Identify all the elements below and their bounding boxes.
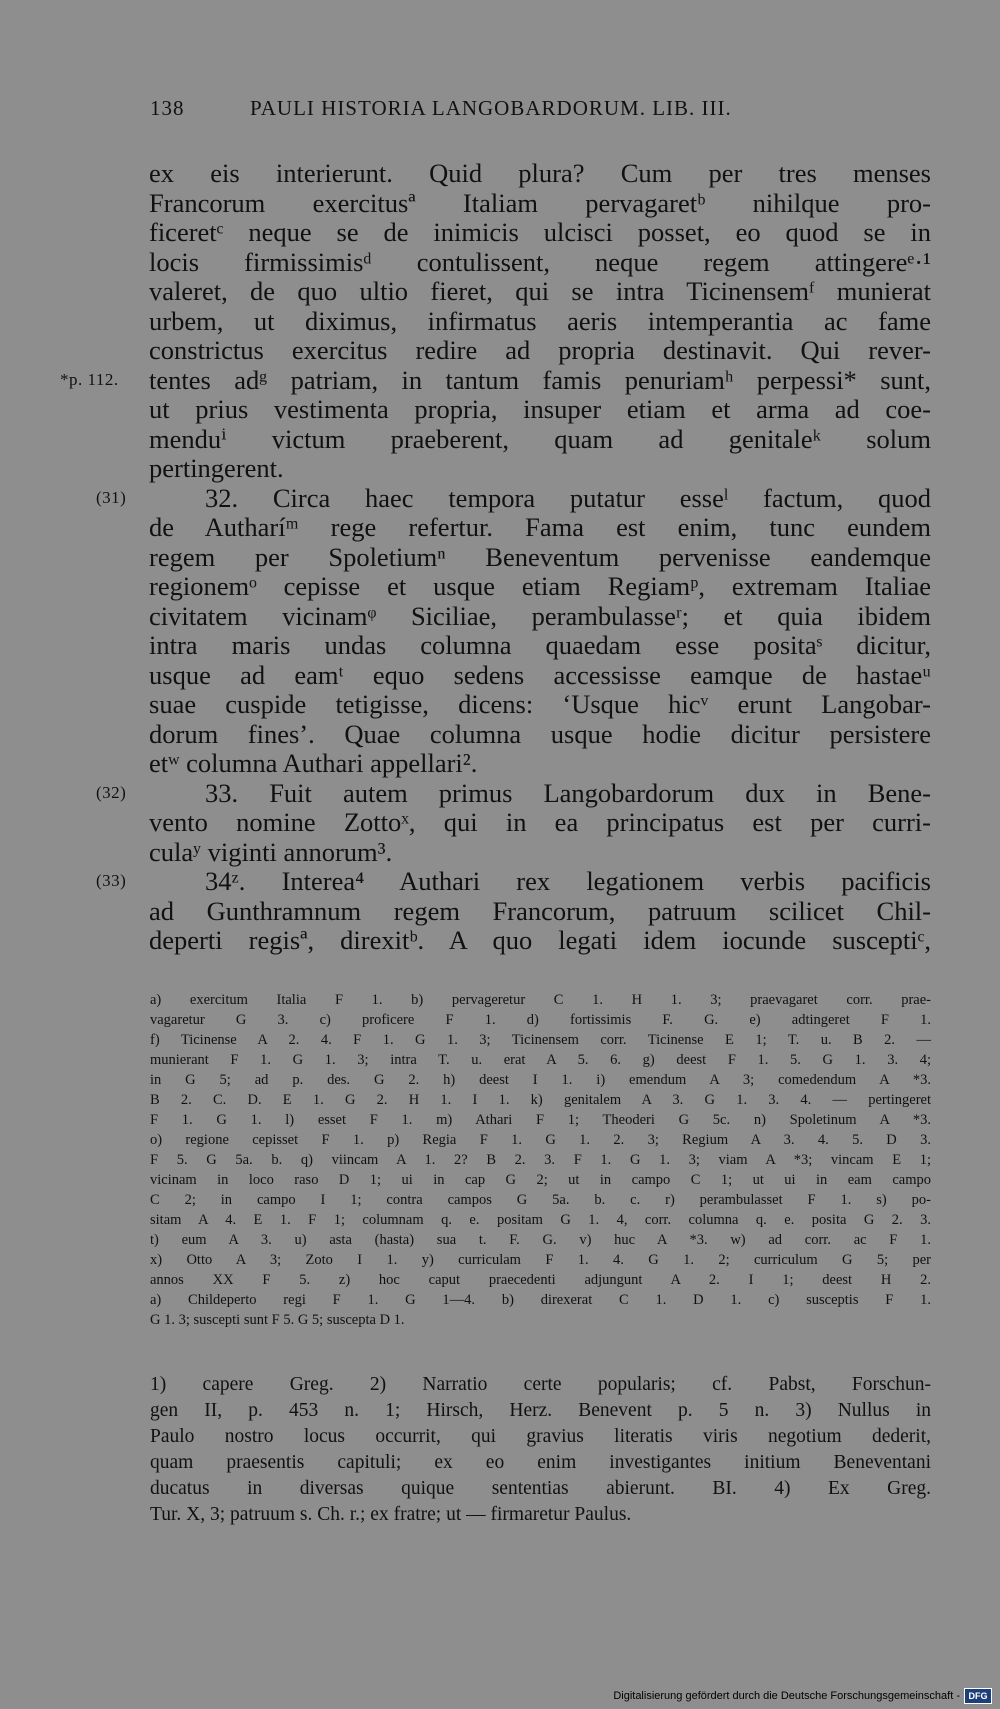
- footnote-line: Tur. X, 3; patruum s. Ch. r.; ex fratre; ut — firmaretur Paulus.: [150, 1504, 632, 1525]
- text-line: valeret, de quo ultio fieret, qui se intra Ticinensemᶠ munierat: [149, 276, 931, 306]
- footnote-line: quam praesentis capituli; ex eo enim investigantes initium Beneventani: [150, 1452, 931, 1473]
- text-line: Francorum exercitusª Italiam pervagaretᵇ nihilque pro-: [149, 187, 931, 218]
- margin-chapter-32: (32): [96, 782, 127, 802]
- dfg-logo-icon: DFG: [964, 1688, 992, 1704]
- chapter-33-start: 33. Fuit autem primus Langobardorum dux in Bene-: [205, 777, 931, 808]
- text-line: civitatem vicinamᵠ Siciliae, perambulasseʳ; et quia ibidem: [149, 600, 931, 631]
- margin-chapter-31: (31): [96, 487, 127, 507]
- footnote-line: Paulo nostro locus occurrit, qui gravius literatis viris negotium dederit,: [150, 1426, 931, 1447]
- apparatus-line: x) Otto A 3; Zoto I 1. y) curriculam F 1. 4. G 1. 2; curriculum G 5; per: [150, 1252, 931, 1268]
- apparatus-line: C 2; in campo I 1; contra campos G 5a. b. c. r) perambulasset F 1. s) po-: [150, 1192, 931, 1208]
- apparatus-line: t) eum A 3. u) asta (hasta) sua t. F. G. v) huc A *3. w) ad corr. ac F 1.: [150, 1232, 931, 1248]
- text-line: regem per Spoletiumⁿ Beneventum pervenisse eandemque: [149, 541, 931, 572]
- apparatus-line: munierant F 1. G 1. 3; intra T. u. erat A 5. 6. g) deest F 1. 5. G 1. 3. 4;: [150, 1052, 931, 1068]
- text-line: intra maris undas columna quaedam esse positaˢ dicitur,: [149, 630, 931, 660]
- text-line: urbem, ut diximus, infirmatus aeris intemperantia ac fame: [149, 305, 931, 336]
- footnote-line: gen II, p. 453 n. 1; Hirsch, Herz. Benevent p. 5 n. 3) Nullus in: [150, 1400, 931, 1421]
- text-line: menduⁱ victum praeberent, quam ad genitaleᵏ solum: [149, 423, 931, 454]
- text-line: ad Gunthramnum regem Francorum, patruum scilicet Chil-: [149, 895, 931, 926]
- footnote-line: 1) capere Greg. 2) Narratio certe popularis; cf. Pabst, Forschun-: [150, 1374, 931, 1395]
- apparatus-line: annos XX F 5. z) hoc caput praecedenti adjungunt A 2. I 1; deest H 2.: [150, 1272, 931, 1288]
- apparatus-line: F 5. G 5a. b. q) viincam A 1. 2? B 2. 3. F 1. G 1. 3; viam A *3; vincam E 1;: [150, 1152, 931, 1168]
- text-line: de Autharíᵐ rege refertur. Fama est enim, tunc eundem: [149, 512, 931, 542]
- text-line: tentes adᵍ patriam, in tantum famis penuriamʰ perpessi* sunt,: [149, 364, 931, 395]
- page-number: 138: [150, 96, 185, 120]
- apparatus-line: f) Ticinense A 2. 4. F 1. G 1. 3; Ticinensem corr. Ticinense E 1; T. u. B 2. —: [150, 1032, 931, 1048]
- text-line: locis firmissimisᵈ contulissent, neque regem attingereᵉ·¹: [149, 246, 931, 277]
- text-line: suae cuspide tetigisse, dicens: ‘Usque hicᵛ erunt Langobar-: [149, 689, 931, 719]
- text-line: ex eis interierunt. Quid plura? Cum per tres menses: [149, 158, 931, 188]
- text-line: dorum fines’. Quae columna usque hodie dicitur persistere: [149, 718, 931, 749]
- apparatus-line: B 2. C. D. E 1. G 2. H 1. I 1. k) genitalem A 3. G 1. 3. 4. — pertingeret: [150, 1092, 931, 1108]
- chapter-34-start: 34ᶻ. Interea⁴ Authari rex legationem verbis pacificis: [205, 866, 931, 896]
- apparatus-line: vicinam in loco raso D 1; ui in cap G 2; ut in campo C 1; ut ui in eam campo: [150, 1172, 931, 1188]
- footer-text: Digitalisierung gefördert durch die Deutsche Forschungsgemeinschaft -: [613, 1690, 960, 1702]
- apparatus-line: a) Childeperto regi F 1. G 1—4. b) direxerat C 1. D 1. c) susceptis F 1.: [150, 1292, 931, 1308]
- margin-chapter-33: (33): [96, 871, 127, 890]
- text-line: pertingerent.: [149, 453, 284, 483]
- text-line: constrictus exercitus redire ad propria destinavit. Qui rever-: [149, 335, 931, 365]
- apparatus-line: vagaretur G 3. c) proficere F 1. d) fortissimis F. G. e) adtingeret F 1.: [150, 1012, 931, 1028]
- margin-page-reference: *p. 112.: [60, 369, 119, 389]
- running-title: PAULI HISTORIA LANGOBARDORUM. LIB. III.: [250, 96, 732, 120]
- apparatus-line: o) regione cepisset F 1. p) Regia F 1. G 1. 2. 3; Regium A 3. 4. 5. D 3.: [150, 1132, 931, 1148]
- text-line: etʷ columna Authari appellari².: [149, 748, 478, 778]
- apparatus-line: F 1. G 1. l) esset F 1. m) Athari F 1; Theoderi G 5c. n) Spoletinum A *3.: [150, 1112, 931, 1128]
- text-line: usque ad eamᵗ equo sedens accessisse eamque de hastaeᵘ: [149, 659, 931, 690]
- apparatus-line: sitam A 4. E 1. F 1; columnam q. e. positam G 1. 4, corr. columna q. e. posita G 2. 3.: [150, 1212, 931, 1228]
- apparatus-line: in G 5; ad p. des. G 2. h) deest I 1. i) emendum A 3; comedendum A *3.: [150, 1072, 931, 1088]
- apparatus-line: a) exercitum Italia F 1. b) pervageretur C 1. H 1. 3; praevagaret corr. prae-: [150, 992, 931, 1008]
- text-line: vento nomine Zottoˣ, qui in ea principatus est per curri-: [149, 807, 931, 837]
- text-line: culaʸ viginti annorum³.: [149, 836, 393, 867]
- chapter-32-start: 32. Circa haec tempora putatur esseˡ factum, quod: [205, 482, 931, 513]
- text-line: ut prius vestimenta propria, insuper etiam et arma ad coe-: [149, 394, 931, 424]
- footnote-line: ducatus in diversas quique sententias abierunt. BI. 4) Ex Greg.: [150, 1478, 931, 1499]
- digitization-footer: [613, 1688, 992, 1704]
- apparatus-line: G 1. 3; suscepti sunt F 5. G 5; suscepta D 1.: [150, 1312, 405, 1328]
- text-line: ficeretᶜ neque se de inimicis ulcisci posset, eo quod se in: [149, 217, 931, 247]
- text-line: regionemᵒ cepisse et usque etiam Regiamᵖ, extremam Italiae: [149, 571, 931, 601]
- text-line: deperti regisª, direxitᵇ. A quo legati idem iocunde susceptiᶜ,: [149, 925, 931, 955]
